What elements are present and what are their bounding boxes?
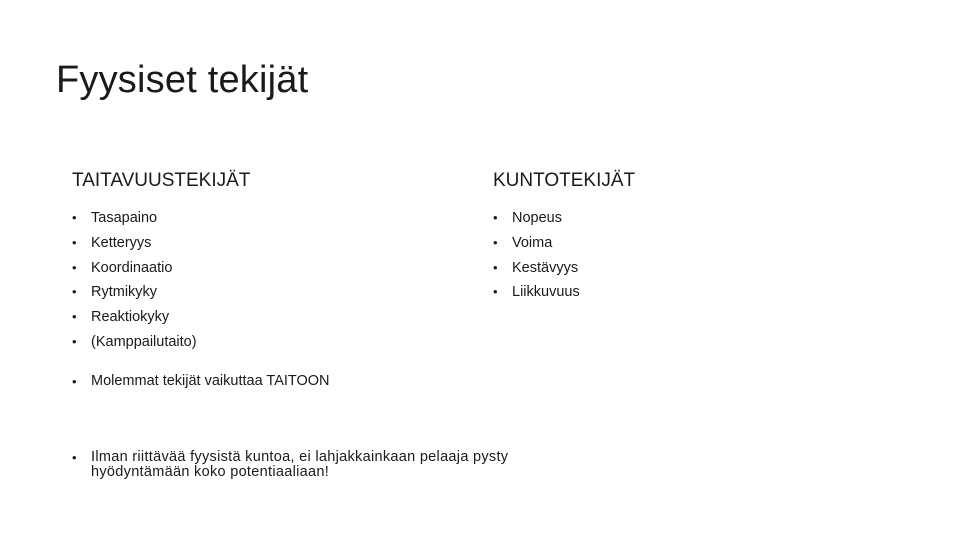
list-item: • Liikkuvuus	[493, 280, 893, 305]
kuntotekijat-heading: KUNTOTEKIJÄT	[493, 170, 636, 191]
list-item: • Koordinaatio	[72, 256, 472, 281]
list-item: • (Kamppailutaito)	[72, 330, 472, 355]
kuntotekijat-list	[493, 206, 893, 305]
taitavuustekijat-heading: TAITAVUUSTEKIJÄT	[72, 170, 251, 191]
list-item: • Kestävyys	[493, 256, 893, 281]
note-both-factors: • Molemmat tekijät vaikuttaa TAITOON	[72, 374, 511, 389]
note-fitness-potential: • Ilman riittävää fyysistä kuntoa, ei lahjakkainkaan pelaaja pysty hyödyntämään koko potentiaaliaan!	[72, 450, 511, 480]
list-item: • Ketteryys	[72, 231, 472, 256]
taitavuustekijat-column	[72, 168, 472, 355]
slide-title: Fyysiset tekijät	[56, 59, 309, 101]
list-item: • Tasapaino	[72, 206, 472, 231]
list-item: • Voima	[493, 231, 893, 256]
taitavuustekijat-list	[72, 206, 472, 355]
list-item: • Nopeus	[493, 206, 893, 231]
list-item: • Reaktiokyky	[72, 305, 472, 330]
list-item: • Rytmikyky	[72, 280, 472, 305]
kuntotekijat-column	[493, 168, 893, 305]
